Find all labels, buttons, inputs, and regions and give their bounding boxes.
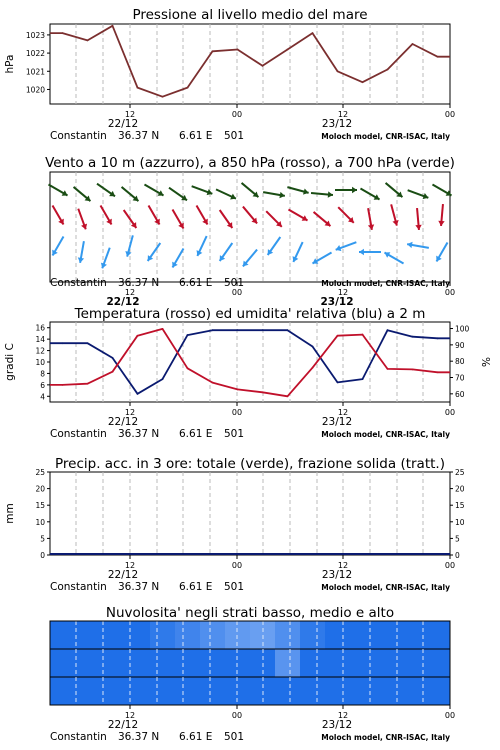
plot-frame [50,472,450,555]
humidity-line-point [412,336,414,338]
x-tick-label: 00 [231,711,243,720]
x-tick-label: 00 [444,561,456,570]
temperature-line-point [387,368,389,370]
model-credit: Moloch model, CNR-ISAC, Italy [321,132,450,141]
cloud-cell [100,621,125,649]
cloud-cell [75,677,100,705]
y-tick-label: 1023 [25,30,45,40]
y-tick-label: 70 [455,373,465,383]
x-tick-label: 00 [231,561,243,570]
date-label: 23/12 [320,296,354,308]
y-tick-label: 20 [455,484,465,494]
station-lon: 6.61 E [179,428,213,440]
station-name: Constantin [50,130,107,142]
station-info [50,428,450,440]
cloud-cell [350,677,375,705]
x-tick-label: 12 [337,110,349,119]
x-tick-label: 00 [444,711,456,720]
cloud-cell [300,621,325,649]
cloud-cell [425,621,450,649]
cloud-cell [275,621,300,649]
station-name: Constantin [50,277,107,289]
cloud-cell [425,677,450,705]
station-lat: 36.37 N [118,130,160,142]
x-tick-label: 12 [124,561,136,570]
cloud-cell [375,677,400,705]
model-credit: Moloch model, CNR-ISAC, Italy [321,733,450,742]
temperature-line-point [287,395,289,397]
station-info [50,731,450,743]
y-tick-label: 60 [455,389,465,399]
cloud-cell [175,621,200,649]
station-lon: 6.61 E [179,277,213,289]
y-tick-label: 25 [455,468,465,477]
x-tick-label: 00 [444,408,456,417]
panel-3 [4,306,493,440]
humidity-line-point [112,357,114,359]
cloud-cell [425,649,450,677]
cloud-cell [125,677,150,705]
humidity-line-point [337,382,339,384]
cloud-cell [325,677,350,705]
y-tick-label: 6 [40,380,45,390]
y-tick-label: 5 [455,534,460,544]
model-credit: Moloch model, CNR-ISAC, Italy [321,279,450,288]
x-tick-label: 00 [231,408,243,417]
date-label: 22/12 [107,118,139,130]
date-label: 22/12 [107,416,139,428]
cloud-cell [400,621,425,649]
humidity-line-point [237,329,239,331]
cloud-cell [100,649,125,677]
x-tick-label: 12 [124,288,136,297]
cloud-cell [100,677,125,705]
y-tick-label: 10 [35,517,45,527]
pressure-line-point [187,87,189,89]
temperature-line-point [137,335,139,337]
date-label: 22/12 [106,296,140,308]
pressure-line-point [62,32,64,34]
y-tick-label: 1021 [25,67,45,77]
humidity-line-point [212,329,214,331]
pressure-line-point [262,65,264,67]
cloud-cell [50,649,75,677]
humidity-line-point [137,393,139,395]
station-elev: 501 [224,277,245,289]
temperature-line-point [212,382,214,384]
x-tick-label: 00 [231,288,243,297]
x-tick-label: 12 [124,408,136,417]
station-info [50,581,450,593]
temperature-line-point [237,389,239,391]
humidity-line-point [162,378,164,380]
station-elev: 501 [224,130,245,142]
temperature-line-point [437,371,439,373]
panel-title: Vento a 10 m (azzurro), a 850 hPa (rosso), a 700 hPa (verde) [45,155,455,171]
cloud-cell [125,621,150,649]
panel-title: Precip. acc. in 3 ore: totale (verde), frazione solida (tratt.) [55,456,445,472]
humidity-line-point [387,329,389,331]
temperature-line-point [412,369,414,371]
y-tick-label: 0 [455,551,460,560]
cloud-cell [50,621,75,649]
x-tick-label: 00 [231,110,243,119]
date-label: 22/12 [107,569,139,581]
cloud-cell [275,677,300,705]
station-lat: 36.37 N [118,731,160,743]
x-tick-label: 00 [444,110,456,119]
panel-1 [4,7,455,142]
y-tick-label: 16 [35,323,45,333]
cloud-cell [125,649,150,677]
plot-frame [50,24,450,104]
y-tick-label: 25 [35,468,45,477]
cloud-cell [375,649,400,677]
model-credit: Moloch model, CNR-ISAC, Italy [321,583,450,592]
pressure-line-point [87,39,89,41]
temperature-line-point [162,328,164,330]
cloud-cell [75,621,100,649]
humidity-line-point [262,329,264,331]
pressure-line-point [162,96,164,98]
cloud-cell [200,649,225,677]
y-tick-label: 90 [455,340,465,350]
humidity-line-point [287,329,289,331]
cloud-cell [325,649,350,677]
cloud-cell [300,649,325,677]
y-tick-label: 20 [35,484,45,494]
pressure-line-point [337,70,339,72]
x-tick-label: 12 [124,110,136,119]
y-axis-label: hPa [4,54,16,74]
station-name: Constantin [50,581,107,593]
cloud-cell [200,621,225,649]
humidity-line-point [187,334,189,336]
y-tick-label: 1022 [25,49,45,59]
pressure-line-point [412,43,414,45]
temperature-line-point [337,335,339,337]
y-axis-label: gradi C [4,343,16,381]
cloud-cell [325,621,350,649]
date-label: 23/12 [321,416,353,428]
y-tick-label: 0 [40,551,45,560]
x-tick-label: 12 [124,711,136,720]
temperature-line-point [187,367,189,369]
pressure-line-point [212,50,214,52]
y-tick-label: 10 [35,358,45,367]
humidity-line-point [312,346,314,348]
station-lon: 6.61 E [179,731,213,743]
station-info [50,130,450,142]
y-tick-label: 12 [35,346,45,356]
cloud-cell [175,677,200,705]
date-label: 22/12 [107,719,139,731]
cloud-cell [375,621,400,649]
cloud-cell [300,677,325,705]
x-tick-label: 12 [337,408,349,417]
pressure-line-point [437,56,439,58]
y-axis-label: mm [4,503,16,524]
station-lon: 6.61 E [179,130,213,142]
humidity-line-point [87,342,89,344]
station-name: Constantin [50,428,107,440]
temperature-line-point [362,334,364,336]
panel-title: Nuvolosita' negli strati basso, medio e alto [105,605,395,621]
station-elev: 501 [224,428,245,440]
temperature-line-point [87,383,89,385]
station-lat: 36.37 N [118,277,160,289]
station-elev: 501 [224,581,245,593]
station-lon: 6.61 E [179,581,213,593]
cloud-cell [400,649,425,677]
y-tick-label: 14 [35,335,45,345]
cloud-cell [400,677,425,705]
model-credit: Moloch model, CNR-ISAC, Italy [321,430,450,439]
cloud-cell [75,649,100,677]
cloud-cell [175,649,200,677]
pressure-line-point [137,87,139,89]
x-tick-label: 12 [337,288,349,297]
humidity-line-point [437,337,439,339]
pressure-line-point [362,81,364,83]
date-label: 23/12 [321,569,353,581]
date-label: 23/12 [321,118,353,130]
temperature-line-point [312,367,314,369]
cloud-cell [150,649,175,677]
plot-frame [50,172,450,282]
x-tick-label: 00 [444,288,456,297]
cloud-cell [150,621,175,649]
temperature-line-point [112,371,114,373]
y-tick-label: 10 [455,517,465,527]
humidity-line-point [62,342,64,344]
y-tick-label: 100 [455,324,470,334]
cloud-cell [350,649,375,677]
x-tick-label: 12 [337,561,349,570]
panel-title: Pressione al livello medio del mare [132,7,368,23]
y-tick-label: 1020 [25,85,45,95]
station-lat: 36.37 N [118,581,160,593]
cloud-cell [150,677,175,705]
pressure-line-point [312,32,314,34]
panel-4 [4,456,465,593]
temperature-line-point [262,391,264,393]
y-tick-label: 15 [35,501,45,511]
y-tick-label: 80 [455,357,465,367]
x-tick-label: 12 [337,711,349,720]
y-tick-label: 4 [40,392,45,402]
cloud-cell [200,677,225,705]
y-tick-label: 5 [40,534,45,544]
panel-2 [45,155,455,308]
cloud-cell [50,677,75,705]
pressure-line-point [287,49,289,51]
pressure-line-point [237,49,239,51]
station-name: Constantin [50,731,107,743]
y-axis-label: % [481,357,493,367]
y-tick-label: 15 [455,501,465,511]
y-tick-label: 8 [40,369,45,379]
temperature-line-point [62,384,64,386]
cloud-cell [275,649,300,677]
cloud-cell [350,621,375,649]
pressure-line-point [387,69,389,71]
panel-title: Temperatura (rosso) ed umidita' relativa (blu) a 2 m [74,306,426,322]
station-lat: 36.37 N [118,428,160,440]
date-label: 23/12 [321,719,353,731]
station-elev: 501 [224,731,245,743]
humidity-line-point [362,378,364,380]
panel-5 [50,605,455,743]
pressure-line-point [112,25,114,27]
